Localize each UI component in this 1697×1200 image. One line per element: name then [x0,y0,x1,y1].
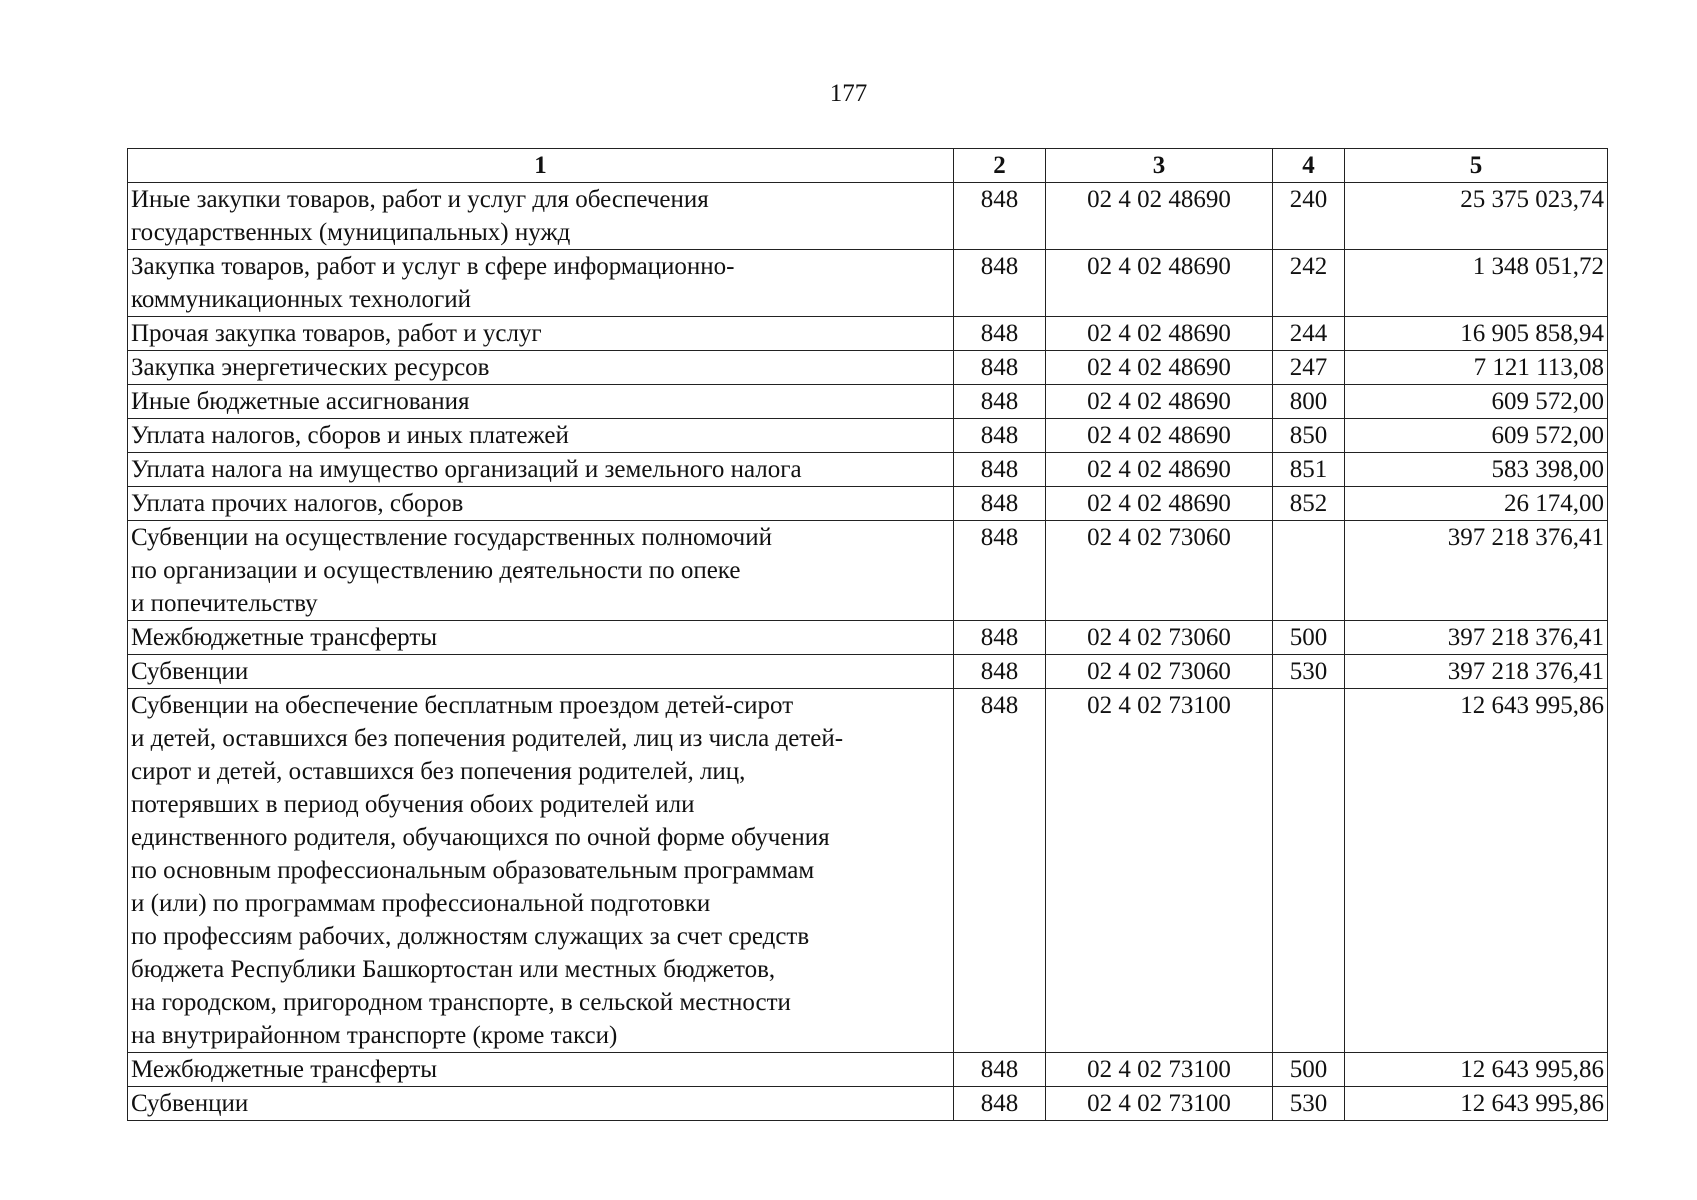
row-amount-cell: 397 218 376,41 [1345,521,1608,621]
table-row [128,1087,1608,1121]
row-amount-cell: 12 643 995,86 [1345,689,1608,1053]
table-row [128,453,1608,487]
row-vr-cell: 850 [1273,419,1345,453]
row-grbs-cell: 848 [954,453,1046,487]
row-grbs-cell: 848 [954,689,1046,1053]
row-csr-cell: 02 4 02 73100 [1046,1087,1273,1121]
row-amount-cell: 1 348 051,72 [1345,250,1608,317]
row-grbs-cell: 848 [954,655,1046,689]
row-grbs-cell: 848 [954,351,1046,385]
row-csr-cell: 02 4 02 73060 [1046,655,1273,689]
row-amount-cell: 16 905 858,94 [1345,317,1608,351]
row-name-cell: Уплата налога на имущество организаций и земельного налога [128,453,954,487]
row-grbs-cell: 848 [954,1053,1046,1087]
table-row [128,183,1608,250]
row-amount-cell: 583 398,00 [1345,453,1608,487]
row-vr-cell: 242 [1273,250,1345,317]
table-row [128,351,1608,385]
row-vr-cell: 500 [1273,621,1345,655]
row-vr-cell [1273,689,1345,1053]
table-row [128,250,1608,317]
row-name-cell: Прочая закупка товаров, работ и услуг [128,317,954,351]
row-name-cell: Субвенции на обеспечение бесплатным проездом детей-сирот и детей, оставшихся без попечения родителей, лиц из числа детей- сирот и детей, оставшихся без попечения родителей, лиц, потерявших в период обучения обоих родителей или единственного родителя, обучающихся по очной форме обучения по основным профессиональным образовательным программам и (или) по программам профессиональной подготовки по профессиям рабочих, должностям служащих за счет средств бюджета Республики Башкортостан или местных бюджетов, на городском, пригородном транспорте, в сельской местности на внутрирайонном транспорте (кроме такси) [128,689,954,1053]
row-csr-cell: 02 4 02 48690 [1046,419,1273,453]
header-col-1: 1 [128,149,954,183]
row-csr-cell: 02 4 02 48690 [1046,250,1273,317]
row-csr-cell: 02 4 02 73100 [1046,1053,1273,1087]
header-col-3: 3 [1046,149,1273,183]
row-grbs-cell: 848 [954,419,1046,453]
table-row [128,317,1608,351]
table-row [128,1053,1608,1087]
header-row [128,149,1608,183]
table-row [128,419,1608,453]
row-name-cell: Межбюджетные трансферты [128,621,954,655]
row-vr-cell: 240 [1273,183,1345,250]
header-col-2: 2 [954,149,1046,183]
row-csr-cell: 02 4 02 48690 [1046,385,1273,419]
row-amount-cell: 25 375 023,74 [1345,183,1608,250]
header-col-4: 4 [1273,149,1345,183]
row-csr-cell: 02 4 02 48690 [1046,487,1273,521]
row-name-cell: Субвенции [128,655,954,689]
row-grbs-cell: 848 [954,621,1046,655]
header-col-5: 5 [1345,149,1608,183]
row-name-cell: Закупка товаров, работ и услуг в сфере информационно- коммуникационных технологий [128,250,954,317]
row-name-cell: Уплата налогов, сборов и иных платежей [128,419,954,453]
row-name-cell: Субвенции [128,1087,954,1121]
row-grbs-cell: 848 [954,250,1046,317]
row-grbs-cell: 848 [954,183,1046,250]
page-number: 177 [829,80,868,107]
row-amount-cell: 609 572,00 [1345,419,1608,453]
table-header [128,149,1608,183]
row-name-cell: Субвенции на осуществление государственных полномочий по организации и осуществлению деятельности по опеке и попечительству [128,521,954,621]
table-row [128,521,1608,621]
row-name-cell: Уплата прочих налогов, сборов [128,487,954,521]
row-name-cell: Межбюджетные трансферты [128,1053,954,1087]
row-name-cell: Иные закупки товаров, работ и услуг для обеспечения государственных (муниципальных) нужд [128,183,954,250]
row-vr-cell: 852 [1273,487,1345,521]
row-amount-cell: 12 643 995,86 [1345,1053,1608,1087]
row-vr-cell: 530 [1273,1087,1345,1121]
table-body [128,183,1608,1121]
row-csr-cell: 02 4 02 48690 [1046,351,1273,385]
row-vr-cell: 500 [1273,1053,1345,1087]
row-amount-cell: 609 572,00 [1345,385,1608,419]
row-vr-cell: 530 [1273,655,1345,689]
row-csr-cell: 02 4 02 48690 [1046,453,1273,487]
row-csr-cell: 02 4 02 73100 [1046,689,1273,1053]
row-amount-cell: 7 121 113,08 [1345,351,1608,385]
row-amount-cell: 12 643 995,86 [1345,1087,1608,1121]
row-csr-cell: 02 4 02 48690 [1046,317,1273,351]
table-row [128,621,1608,655]
row-grbs-cell: 848 [954,487,1046,521]
row-amount-cell: 26 174,00 [1345,487,1608,521]
row-vr-cell: 800 [1273,385,1345,419]
row-grbs-cell: 848 [954,385,1046,419]
row-amount-cell: 397 218 376,41 [1345,621,1608,655]
table-row [128,689,1608,1053]
row-grbs-cell: 848 [954,521,1046,621]
row-grbs-cell: 848 [954,1087,1046,1121]
row-name-cell: Закупка энергетических ресурсов [128,351,954,385]
budget-table [127,148,1608,1121]
table-row [128,487,1608,521]
row-csr-cell: 02 4 02 48690 [1046,183,1273,250]
row-vr-cell: 247 [1273,351,1345,385]
row-csr-cell: 02 4 02 73060 [1046,621,1273,655]
row-name-cell: Иные бюджетные ассигнования [128,385,954,419]
row-vr-cell: 244 [1273,317,1345,351]
table-row [128,385,1608,419]
row-csr-cell: 02 4 02 73060 [1046,521,1273,621]
row-grbs-cell: 848 [954,317,1046,351]
row-vr-cell: 851 [1273,453,1345,487]
table-row [128,655,1608,689]
row-amount-cell: 397 218 376,41 [1345,655,1608,689]
row-vr-cell [1273,521,1345,621]
